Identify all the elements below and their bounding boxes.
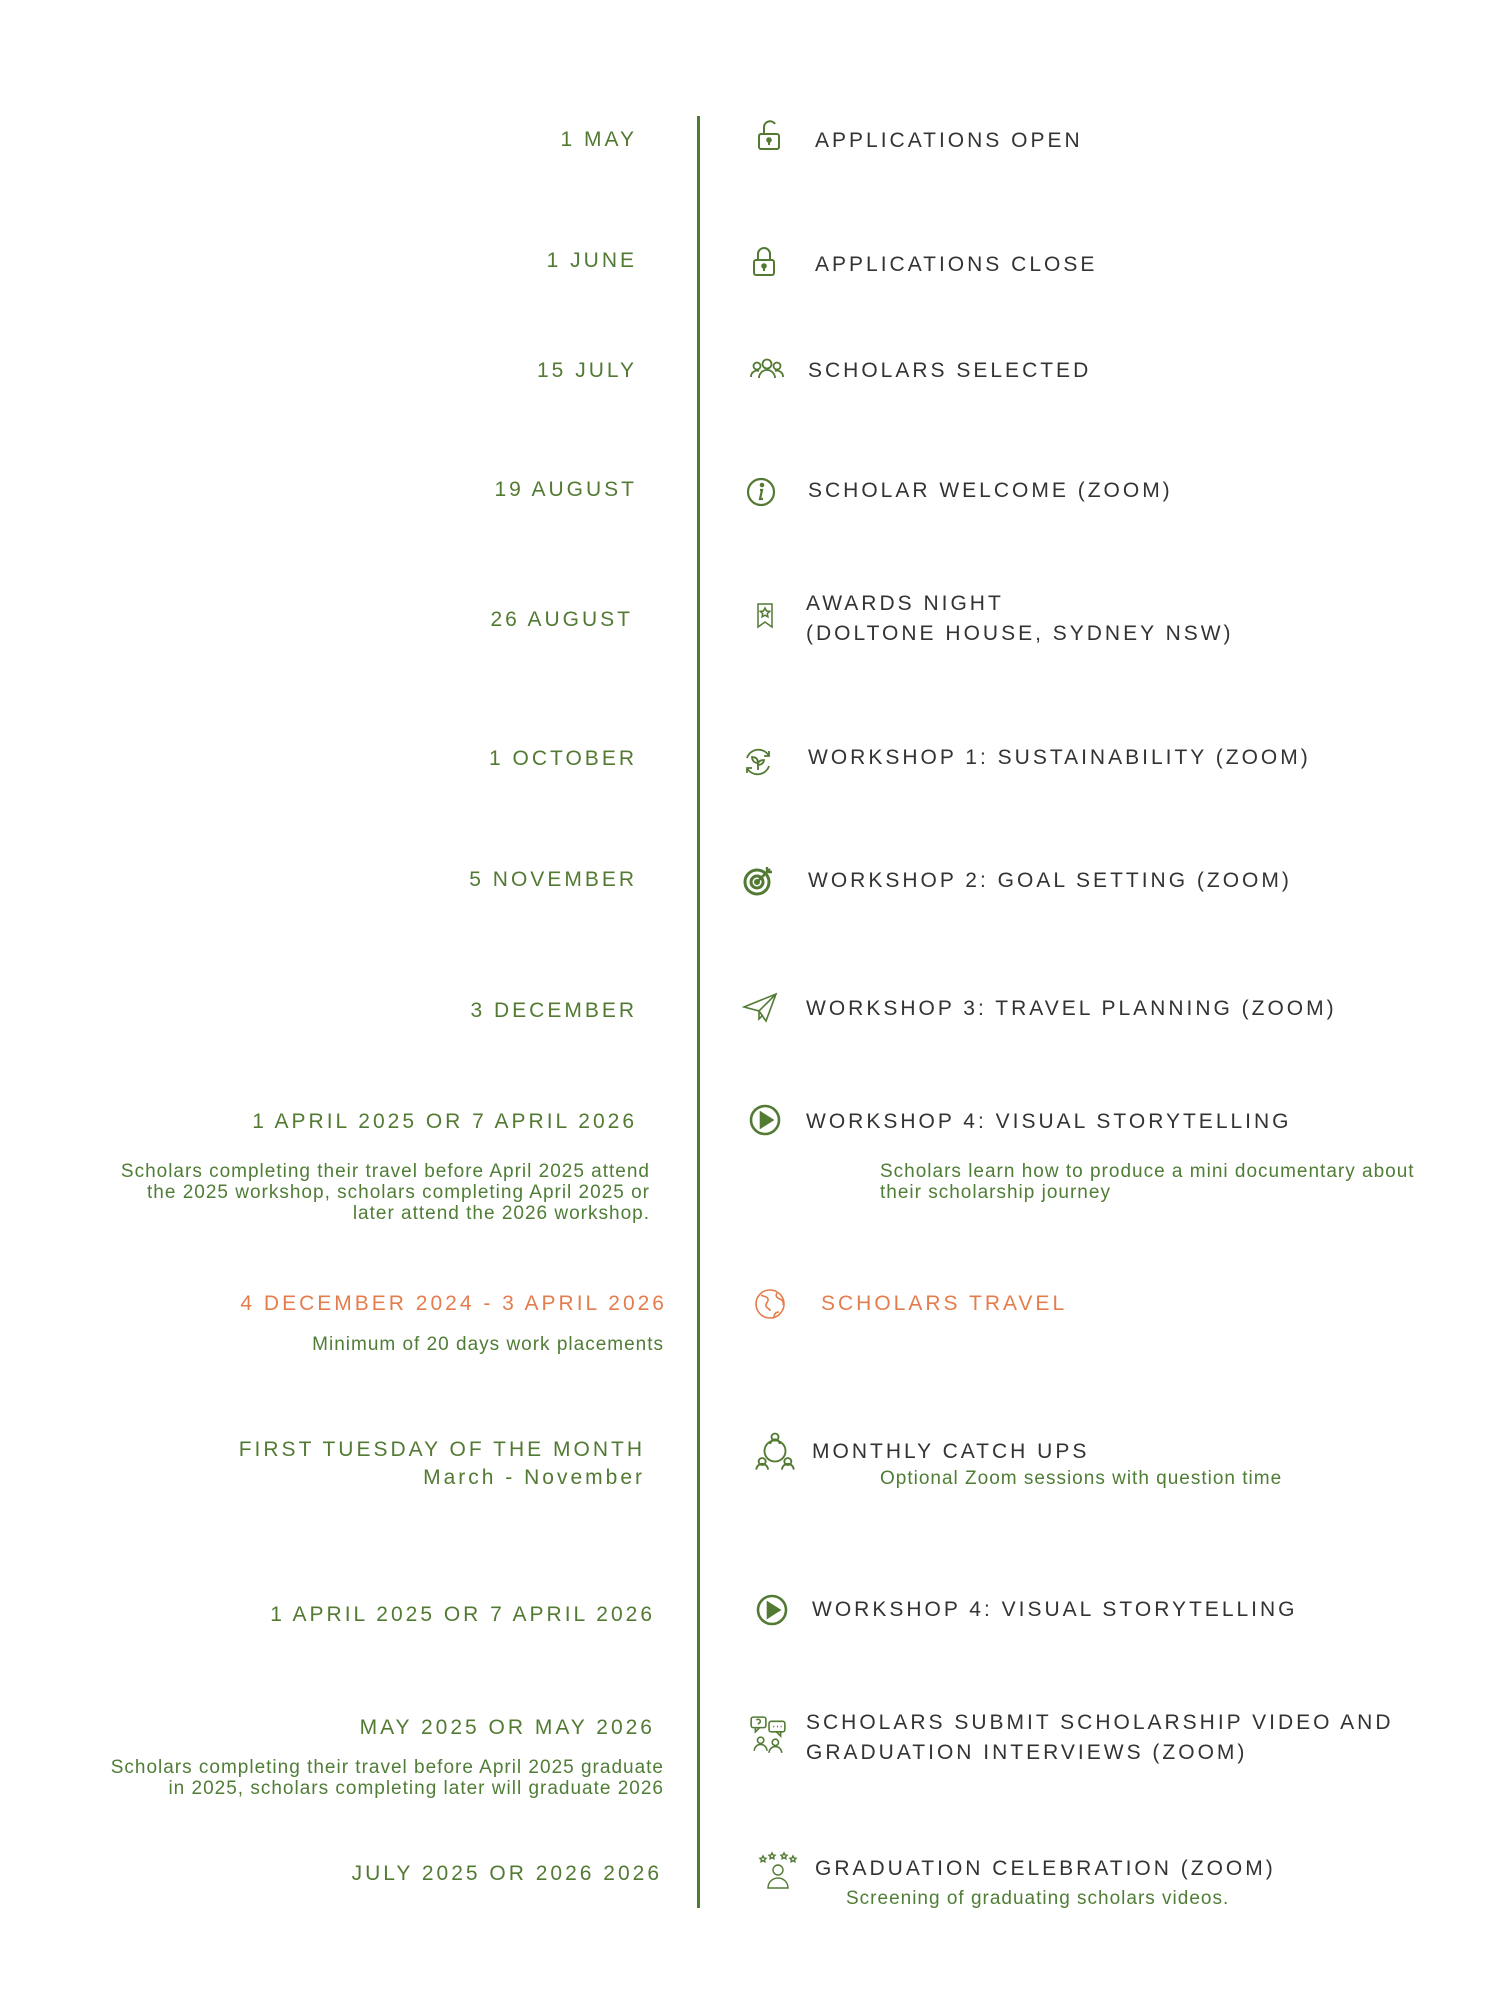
- note-screening-videos: Screening of graduating scholars videos.: [846, 1888, 1230, 1909]
- unlocked-padlock-icon: [751, 118, 787, 154]
- event-workshop-4: WORKSHOP 4: VISUAL STORYTELLING: [806, 1110, 1292, 1133]
- date-workshop-4-repeat: 1 APRIL 2025 OR 7 APRIL 2026: [270, 1603, 655, 1626]
- date-5-november: 5 NOVEMBER: [469, 868, 637, 891]
- interview-chat-icon: [749, 1715, 787, 1755]
- event-applications-open: APPLICATIONS OPEN: [815, 129, 1083, 152]
- play-icon: [747, 1102, 783, 1138]
- event-applications-close: APPLICATIONS CLOSE: [815, 253, 1098, 276]
- date-workshop-4: 1 APRIL 2025 OR 7 APRIL 2026: [252, 1110, 637, 1133]
- note-graduation-year: Scholars completing their travel before April 2025 graduate in 2025, scholars completing later will graduate 2026: [110, 1757, 664, 1799]
- date-may-2025-or-2026: MAY 2025 OR MAY 2026: [359, 1716, 655, 1739]
- note-workshop-4-description: Scholars learn how to produce a mini documentary about their scholarship journey: [880, 1161, 1415, 1203]
- paper-plane-icon: [742, 990, 778, 1026]
- date-1-may: 1 MAY: [560, 128, 637, 151]
- group-icon: [749, 352, 785, 388]
- note-work-placements: Minimum of 20 days work placements: [312, 1334, 664, 1355]
- event-graduation-celebration: GRADUATION CELEBRATION (ZOOM): [815, 1857, 1276, 1880]
- note-optional-zoom: Optional Zoom sessions with question time: [880, 1468, 1283, 1489]
- info-icon: [743, 474, 779, 510]
- target-icon: [741, 862, 777, 898]
- event-workshop-4-repeat: WORKSHOP 4: VISUAL STORYTELLING: [812, 1598, 1298, 1621]
- event-workshop-3: WORKSHOP 3: TRAVEL PLANNING (ZOOM): [806, 997, 1337, 1020]
- event-workshop-2: WORKSHOP 2: GOAL SETTING (ZOOM): [808, 869, 1292, 892]
- globe-icon: [752, 1286, 788, 1322]
- timeline-line: [697, 116, 700, 1908]
- event-awards-venue: (DOLTONE HOUSE, SYDNEY NSW): [806, 622, 1234, 645]
- date-19-august: 19 AUGUST: [494, 478, 637, 501]
- play-icon: [754, 1592, 790, 1628]
- date-july-2025-or-2026: JULY 2025 OR 2026 2026: [351, 1862, 662, 1885]
- date-15-july: 15 JULY: [537, 359, 637, 382]
- date-first-tuesday: FIRST TUESDAY OF THE MONTH: [238, 1438, 645, 1461]
- locked-padlock-icon: [746, 244, 782, 280]
- date-march-november: March - November: [423, 1466, 645, 1489]
- event-awards-night: AWARDS NIGHT: [806, 592, 1004, 615]
- event-monthly-catch-ups: MONTHLY CATCH UPS: [812, 1440, 1090, 1463]
- event-submit-video: SCHOLARS SUBMIT SCHOLARSHIP VIDEO AND: [806, 1711, 1394, 1734]
- star-person-icon: [758, 1850, 798, 1890]
- date-1-june: 1 JUNE: [546, 249, 637, 272]
- event-scholars-travel: SCHOLARS TRAVEL: [821, 1292, 1068, 1315]
- event-scholar-welcome: SCHOLAR WELCOME (ZOOM): [808, 479, 1173, 502]
- sustainability-icon: [740, 744, 776, 780]
- date-3-december: 3 DECEMBER: [470, 999, 637, 1022]
- award-ribbon-icon: [747, 597, 783, 633]
- network-people-icon: [754, 1430, 796, 1472]
- event-workshop-1: WORKSHOP 1: SUSTAINABILITY (ZOOM): [808, 746, 1311, 769]
- event-graduation-interviews: GRADUATION INTERVIEWS (ZOOM): [806, 1741, 1248, 1764]
- event-scholars-selected: SCHOLARS SELECTED: [808, 359, 1092, 382]
- date-scholars-travel: 4 DECEMBER 2024 - 3 APRIL 2026: [240, 1292, 667, 1315]
- date-1-october: 1 OCTOBER: [489, 747, 637, 770]
- note-workshop-4-attendance: Scholars completing their travel before April 2025 attend the 2025 workshop, scholars completing April 2025 or later attend the 2026 workshop.: [120, 1161, 650, 1224]
- date-26-august: 26 AUGUST: [490, 608, 633, 631]
